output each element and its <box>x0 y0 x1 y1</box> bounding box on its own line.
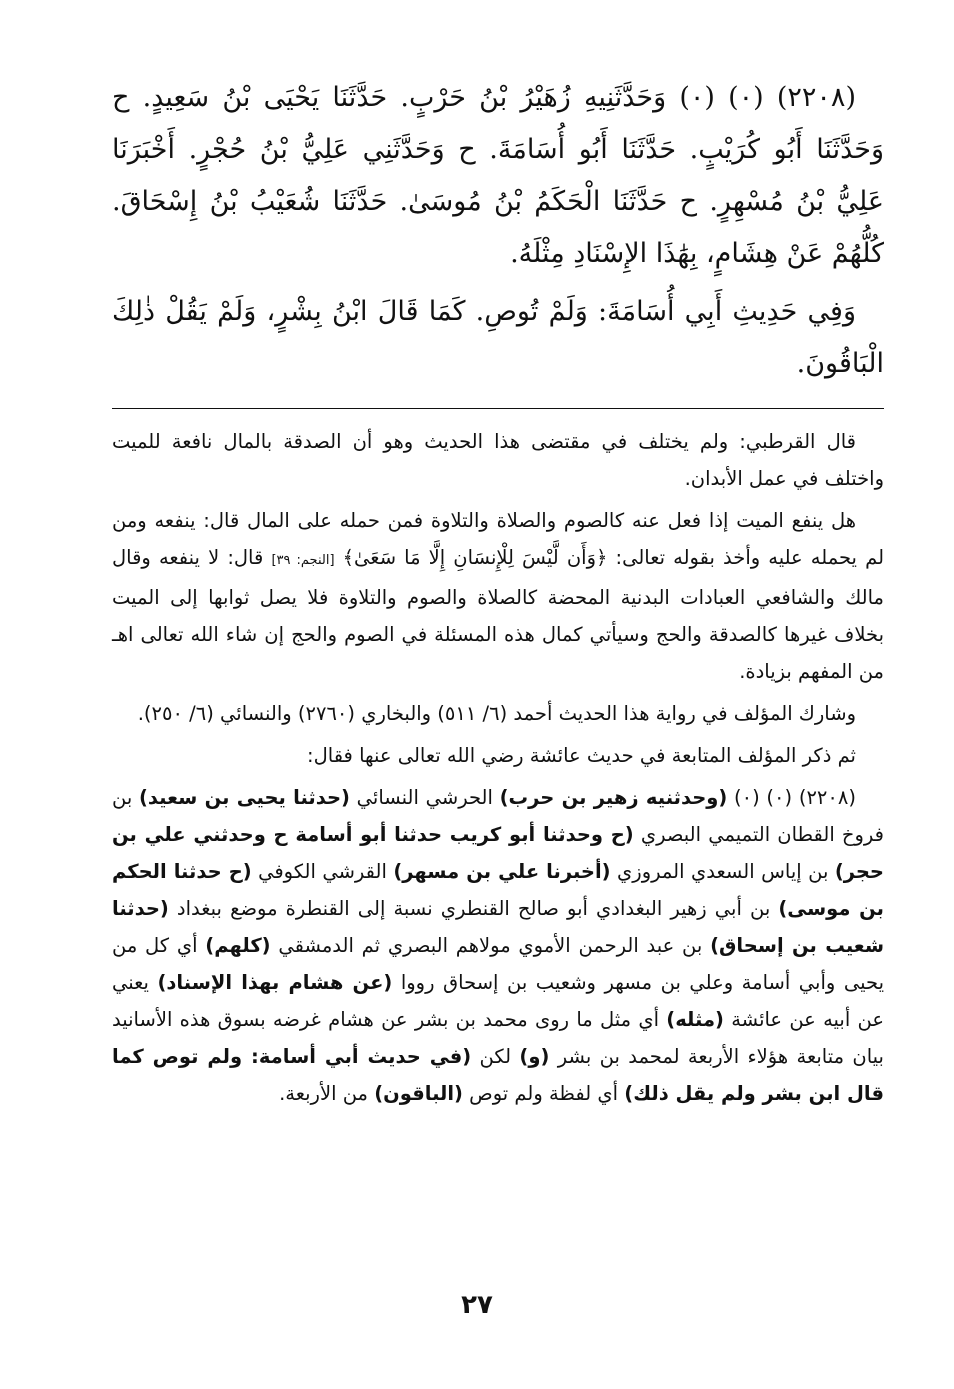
footnote-separator <box>112 408 884 409</box>
bolded-hadith-phrase: (و) <box>519 1045 550 1068</box>
commentary-paragraph-4: ثم ذكر المؤلف المتابعة في حديث عائشة رضي الله تعالى عنها فقال: <box>307 744 856 767</box>
bolded-hadith-phrase: (حدثنا شعيب بن إسحاق) <box>112 897 884 957</box>
commentary-text-run: أي مثل ما روى محمد بن بشر عن هشام غرضه بسوق هذه الأسانيد بيان متابعة هؤلاء الأربعة لمحمد بن بشر <box>112 1008 884 1068</box>
bolded-hadith-phrase: (في حديث أبي أسامة: ولم توص كما قال ابن بشر ولم يقل ذلك) <box>112 1045 884 1105</box>
commentary-paragraph-2-a: هل ينفع الميت إذا فعل عنه كالصوم والصلاة والتلاوة فمن حمله على المال قال: ينفعه ومن لم يحمله عليه وأخذ بقوله تعالى: ﴿وَأَن لَّيْسَ لِلْإِنسَانِ إِلَّا مَا سَعَىٰ﴾ <box>112 509 885 569</box>
commentary-paragraph-5 <box>112 779 884 1112</box>
page-content <box>112 72 884 1372</box>
commentary-text-run: أي كل من يحيى وأبي أسامة وعلي بن مسهر وشعيب بن إسحاق رووا <box>112 934 884 994</box>
bolded-hadith-phrase: (مثله) <box>666 1008 724 1031</box>
bolded-hadith-phrase: (حدثنا يحيى بن سعيد) <box>138 786 350 809</box>
bolded-hadith-phrase: (وحدثنيه زهير بن حرب) <box>499 786 728 809</box>
hadith-paragraph-2: وَفِي حَدِيثِ أَبِي أُسَامَةَ: وَلَمْ تُوصِ. كَمَا قَالَ ابْنُ بِشْرٍ، وَلَمْ يَقُلْ ذٰلِكَ الْبَاقُونَ. <box>112 296 884 379</box>
commentary-text-run: الحرشي النسائي <box>349 786 500 809</box>
commentary-paragraph-2 <box>112 502 884 690</box>
hadith-text <box>112 72 884 390</box>
bolded-hadith-phrase: (الباقون) <box>374 1082 463 1105</box>
bolded-hadith-phrase: (عن هشام بهذا الإسناد) <box>157 971 393 994</box>
commentary-text-run: (٢٢٠٨) (٠) (٠) <box>727 786 856 809</box>
commentary-paragraph-3: وشارك المؤلف في رواية هذا الحديث أحمد (٦/ ٥١١) والبخاري (٢٧٦٠) والنسائي (٦/ ٢٥٠). <box>137 702 856 725</box>
hadith-paragraph-1: (٢٢٠٨) (٠) (٠) وَحَدَّثَنِيهِ زُهَيْرُ بْنُ حَرْبٍ. حَدَّثَنَا يَحْيَى بْنُ سَعِيدٍ. ح وَحَدَّثَنَا أَبُو كُرَيْبٍ. حَدَّثَنَا أَبُو أُسَامَةَ. ح وَحَدَّثَنِي عَلِيُّ بْنُ حُجْرٍ. أَخْبَرَنَا عَلِيُّ بْنُ مُسْهِرٍ. ح حَدَّثَنَا الْحَكَمُ بْنُ مُوسَىٰ. حَدَّثَنَا شُعَيْبُ بْنُ إِسْحَاقَ. كُلُّهُمْ عَنْ هِشَامٍ، بِهَٰذَا الإِسْنَادِ مِثْلَهُ. <box>112 82 884 269</box>
commentary-text-run: أي لفظة ولم توص <box>462 1082 625 1105</box>
commentary-text-run: لكن <box>471 1045 520 1068</box>
quran-reference: [النجم: ٣٩] <box>271 553 335 568</box>
commentary-text-run: يعني عن أبيه عن عائشة <box>112 971 884 1031</box>
bolded-hadith-phrase: (ح حدثنا الحكم بن موسى) <box>112 860 885 920</box>
commentary-text-run: بن أبي زهير البغدادي أبو صالح القنطري نسبة إلى القنطرة موضع ببغداد <box>168 897 779 920</box>
page-number: ٢٧ <box>461 1290 493 1320</box>
commentary-text-run: من الأربعة. <box>279 1082 375 1105</box>
commentary-paragraph-1: قال القرطبي: ولم يختلف في مقتضى هذا الحديث وهو أن الصدقة بالمال نافعة للميت واختلف في عمل الأبدان. <box>112 430 884 490</box>
commentary-paragraph-2-b: قال: لا ينفعه وقال مالك والشافعي العبادات البدنية المحضة كالصلاة والصوم والتلاوة فلا يصل ثوابها إلى الميت بخلاف غيرها كالصدقة والحج وسيأتي كمال هذه المسئلة في الصوم والحج إن شاء الله تعالى اهـ من المفهم بزيادة. <box>112 546 884 683</box>
bolded-hadith-phrase: (كلهم) <box>205 934 271 957</box>
commentary-text-run: بن إياس السعدي المروزي <box>610 860 835 883</box>
commentary-text-run: القرشي الكوفي <box>251 860 394 883</box>
commentary-text-run: بن عبد الرحمن الأموي مولاهم البصري ثم الدمشقي <box>270 934 711 957</box>
commentary-text-run: بن فروخ القطان التميمي البصري <box>112 786 884 846</box>
bolded-hadith-phrase: (ح وحدثنا أبو كريب حدثنا أبو أسامة ح وحدثني علي بن حجر) <box>112 823 884 883</box>
bolded-hadith-phrase: (أخبرنا علي بن مسهر) <box>393 860 611 883</box>
commentary-text <box>112 423 884 1112</box>
